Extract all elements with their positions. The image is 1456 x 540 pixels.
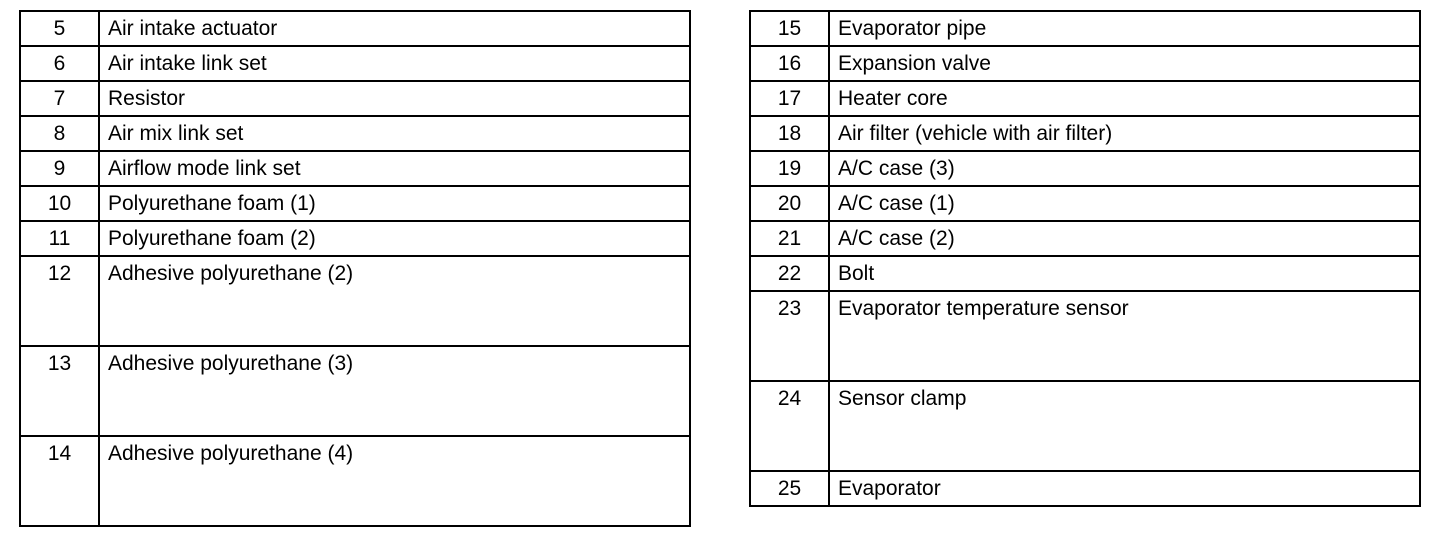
table-row (20, 256, 690, 346)
part-description: Adhesive polyurethane (4) (99, 436, 690, 526)
part-description: Polyurethane foam (1) (99, 186, 690, 221)
part-description: Air mix link set (99, 116, 690, 151)
table-row (20, 186, 690, 221)
table-row (750, 186, 1420, 221)
part-description: Expansion valve (829, 46, 1420, 81)
part-number: 11 (20, 221, 99, 256)
table-row (20, 436, 690, 526)
part-number: 22 (750, 256, 829, 291)
part-description: A/C case (1) (829, 186, 1420, 221)
table-row (20, 46, 690, 81)
part-description: Heater core (829, 81, 1420, 116)
part-number: 15 (750, 11, 829, 46)
table-row (750, 11, 1420, 46)
part-number: 5 (20, 11, 99, 46)
part-number: 19 (750, 151, 829, 186)
part-description: Sensor clamp (829, 381, 1420, 471)
table-row (20, 116, 690, 151)
table-row (20, 221, 690, 256)
part-description: A/C case (3) (829, 151, 1420, 186)
table-row (750, 81, 1420, 116)
table-row (20, 81, 690, 116)
part-description: Evaporator pipe (829, 11, 1420, 46)
part-number: 17 (750, 81, 829, 116)
part-number: 20 (750, 186, 829, 221)
table-row (750, 116, 1420, 151)
parts-table-right (749, 10, 1421, 507)
part-description: Air filter (vehicle with air filter) (829, 116, 1420, 151)
table-row (20, 346, 690, 436)
part-number: 13 (20, 346, 99, 436)
part-number: 25 (750, 471, 829, 506)
part-description: Adhesive polyurethane (3) (99, 346, 690, 436)
part-description: Evaporator temperature sensor (829, 291, 1420, 381)
part-description: Adhesive polyurethane (2) (99, 256, 690, 346)
part-number: 21 (750, 221, 829, 256)
part-number: 9 (20, 151, 99, 186)
table-row (750, 471, 1420, 506)
table-row (750, 221, 1420, 256)
part-number: 24 (750, 381, 829, 471)
part-number: 12 (20, 256, 99, 346)
part-number: 10 (20, 186, 99, 221)
part-description: Resistor (99, 81, 690, 116)
table-row (750, 256, 1420, 291)
part-description: A/C case (2) (829, 221, 1420, 256)
table-row (750, 291, 1420, 381)
part-description: Air intake link set (99, 46, 690, 81)
part-description: Air intake actuator (99, 11, 690, 46)
table-row (750, 151, 1420, 186)
table-row (20, 11, 690, 46)
part-description: Evaporator (829, 471, 1420, 506)
parts-table-left (19, 10, 691, 527)
part-number: 23 (750, 291, 829, 381)
part-description: Airflow mode link set (99, 151, 690, 186)
table-row (20, 151, 690, 186)
table-row (750, 46, 1420, 81)
part-number: 6 (20, 46, 99, 81)
part-description: Polyurethane foam (2) (99, 221, 690, 256)
part-number: 8 (20, 116, 99, 151)
part-number: 16 (750, 46, 829, 81)
part-number: 14 (20, 436, 99, 526)
part-number: 7 (20, 81, 99, 116)
table-row (750, 381, 1420, 471)
part-description: Bolt (829, 256, 1420, 291)
part-number: 18 (750, 116, 829, 151)
